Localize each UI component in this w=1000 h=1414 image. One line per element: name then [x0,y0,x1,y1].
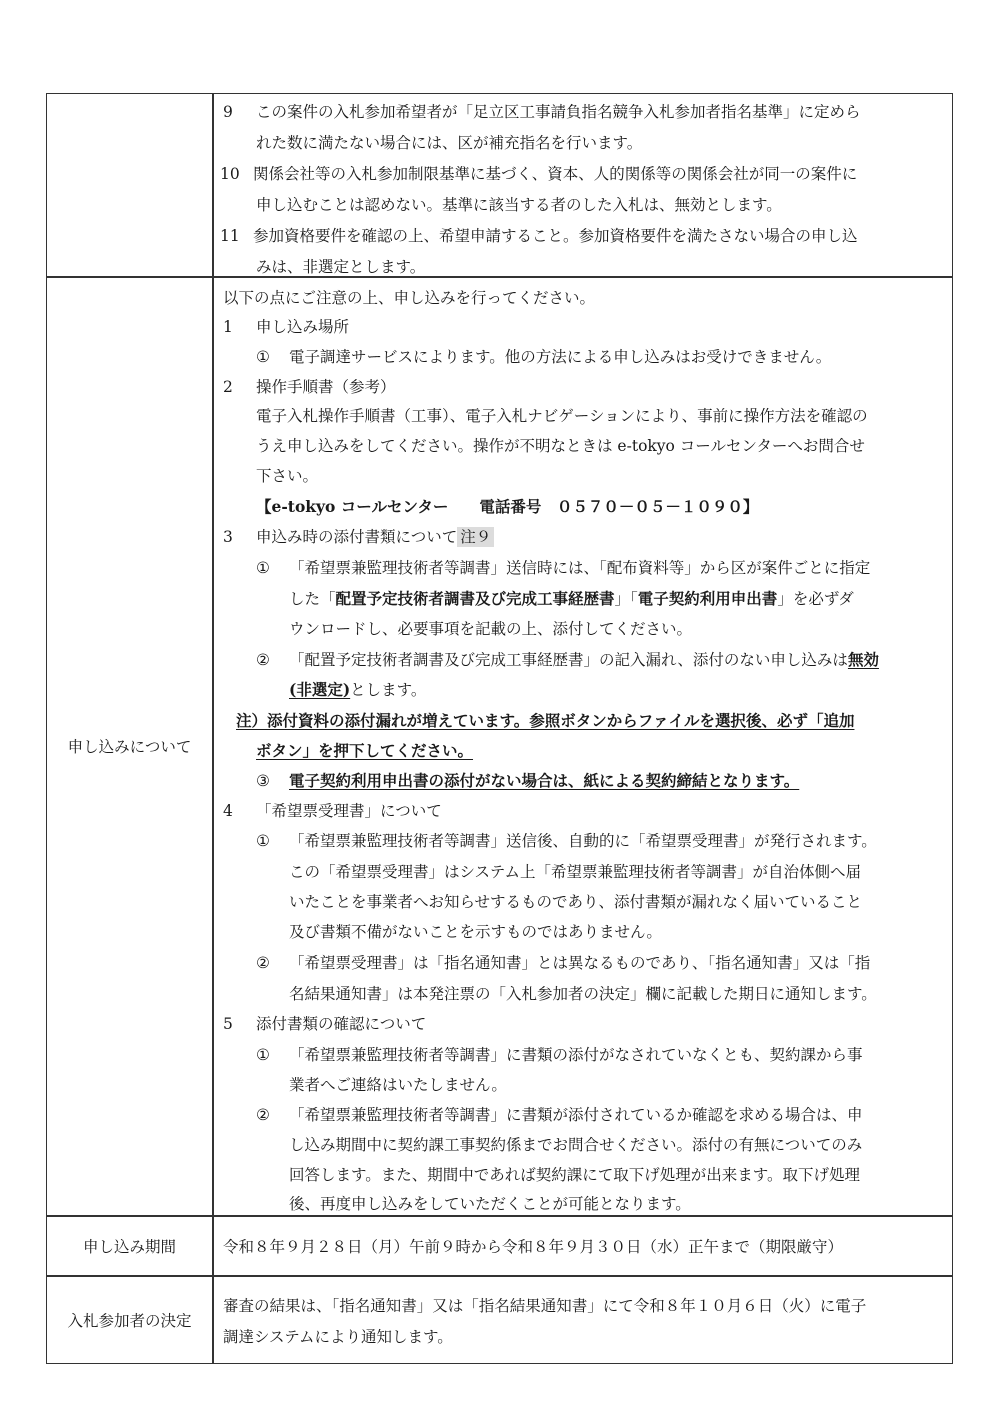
section-3-title: 3 申込み時の添付書類について 注９ [223,526,494,548]
warning-line-1: 注）添付資料の添付漏れが増えています。参照ボタンからファイルを選択後、必ず「追加 [236,711,855,730]
item-9-line-2: れた数に満たない場合には、区が補充指名を行います。 [256,134,643,152]
section-3-item-3: ③ 電子契約利用申出書の添付がない場合は、紙による契約締結となります。 [256,771,800,790]
section-2-line-1: 電子入札操作手順書（工事）、電子入札ナビゲーションにより、事前に操作方法を確認の [256,407,868,425]
application-period-label: 申し込み期間 [82,1238,176,1256]
section-4-item-1-line-2: この「希望票受理書」はシステム上「希望票兼監理技術者等調書」が自治体側へ届 [289,863,861,881]
warning-line-2: ボタン」を押下してください。 [256,741,474,760]
section-3-item-1-line-1: ① 「希望票兼監理技術者等調書」送信時には、「配布資料等」から区が案件ごとに指定 [256,559,871,577]
section-4-item-1-line-3: いたことを事業者へお知らせするものであり、添付書類が漏れなく届いていること [289,893,863,911]
participant-decision-line-1: 審査の結果は、「指名通知書」又は「指名結果通知書」にて令和８年１０月６日（火）に電子 [223,1297,867,1315]
section-2-line-2: うえ申し込みをしてください。操作が不明なときは e-tokyo コールセンターへお問合せ [256,437,865,455]
section-3-item-2-line-2: (非選定)とします。 [289,680,427,699]
item-10-line-1: 10 関係会社等の入札参加制限基準に基づく、資本、人的関係等の関係会社が同一の案件に [220,165,858,183]
participant-decision-label: 入札参加者の決定 [67,1312,192,1330]
section-4-item-1-line-4: 及び書類不備がないことを示すものではありません。 [289,923,662,941]
section-4-title: 4 「希望票受理書」について [223,802,442,820]
section-1-title: 1 申し込み場所 [223,318,350,336]
section-3-item-1-line-3: ウンロードし、必要事項を記載の上、添付してください。 [289,620,693,638]
section-5-item-2-line-4: 後、再度申し込みをしていただくことが可能となります。 [289,1195,691,1213]
item-10-line-2: 申し込むことは認めない。基準に該当する者のした入札は、無効とします。 [256,196,782,214]
note-9-marker: 注９ [457,527,494,547]
section-5-item-2-line-1: ② 「希望票兼監理技術者等調書」に書類が添付されているか確認を求める場合は、申 [256,1106,863,1124]
application-label: 申し込みについて [67,738,192,756]
notice-table [46,93,953,1364]
column-divider [212,94,214,1363]
intro-text: 以下の点にご注意の上、申し込みを行ってください。 [223,289,596,307]
item-11-line-1: 11 参加資格要件を確認の上、希望申請すること。参加資格要件を満たさない場合の申し込 [220,227,858,245]
call-center-info: 【e-tokyo コールセンター 電話番号 ０５７０－０５－１０９０】 [256,497,759,516]
section-5-item-1-line-2: 業者へご連絡はいたしません。 [289,1076,507,1094]
section-4-item-1-line-1: ① 「希望票兼監理技術者等調書」送信後、自動的に「希望票受理書」が発行されます。 [256,832,877,850]
section-4-item-2-line-2: 名結果通知書」は本発注票の「入札参加者の決定」欄に記載した期日に通知します。 [289,985,877,1003]
section-2-line-3: 下さい。 [256,467,319,485]
section-5-item-1-line-1: ① 「希望票兼監理技術者等調書」に書類の添付がなされていなくとも、契約課から事 [256,1046,863,1064]
section-3-item-1-line-2: した「配置予定技術者調書及び完成工事経歴書」「電子契約利用申出書」を必ずダ [289,589,854,608]
section-1-item-1: ① 電子調達サービスによります。他の方法による申し込みはお受けできません。 [256,348,832,366]
item-11-line-2: みは、非選定とします。 [256,258,426,276]
section-5-item-2-line-2: し込み期間中に契約課工事契約係までお問合せください。添付の有無についてのみ [289,1136,863,1154]
section-5-item-2-line-3: 回答します。また、期間中であれば契約課にて取下げ処理が出来ます。取下げ処理 [289,1166,861,1184]
item-9-line-1: 9 この案件の入札参加希望者が「足立区工事請負指名競争入札参加者指名基準」に定めら [223,103,861,121]
section-2-title: 2 操作手順書（参考） [223,378,396,396]
section-4-item-2-line-1: ② 「希望票受理書」は「指名通知書」とは異なるものであり、「指名通知書」又は「指 [256,954,871,972]
application-period-text: 令和８年９月２８日（月）午前９時から令和８年９月３０日（水）正午まで（期限厳守） [223,1238,844,1256]
participant-decision-line-2: 調達システムにより通知します。 [223,1328,453,1346]
section-3-item-2-line-1: ② 「配置予定技術者調書及び完成工事経歴書」の記入漏れ、添付のない申し込みは無効 [256,650,879,669]
section-5-title: 5 添付書類の確認について [223,1015,427,1033]
